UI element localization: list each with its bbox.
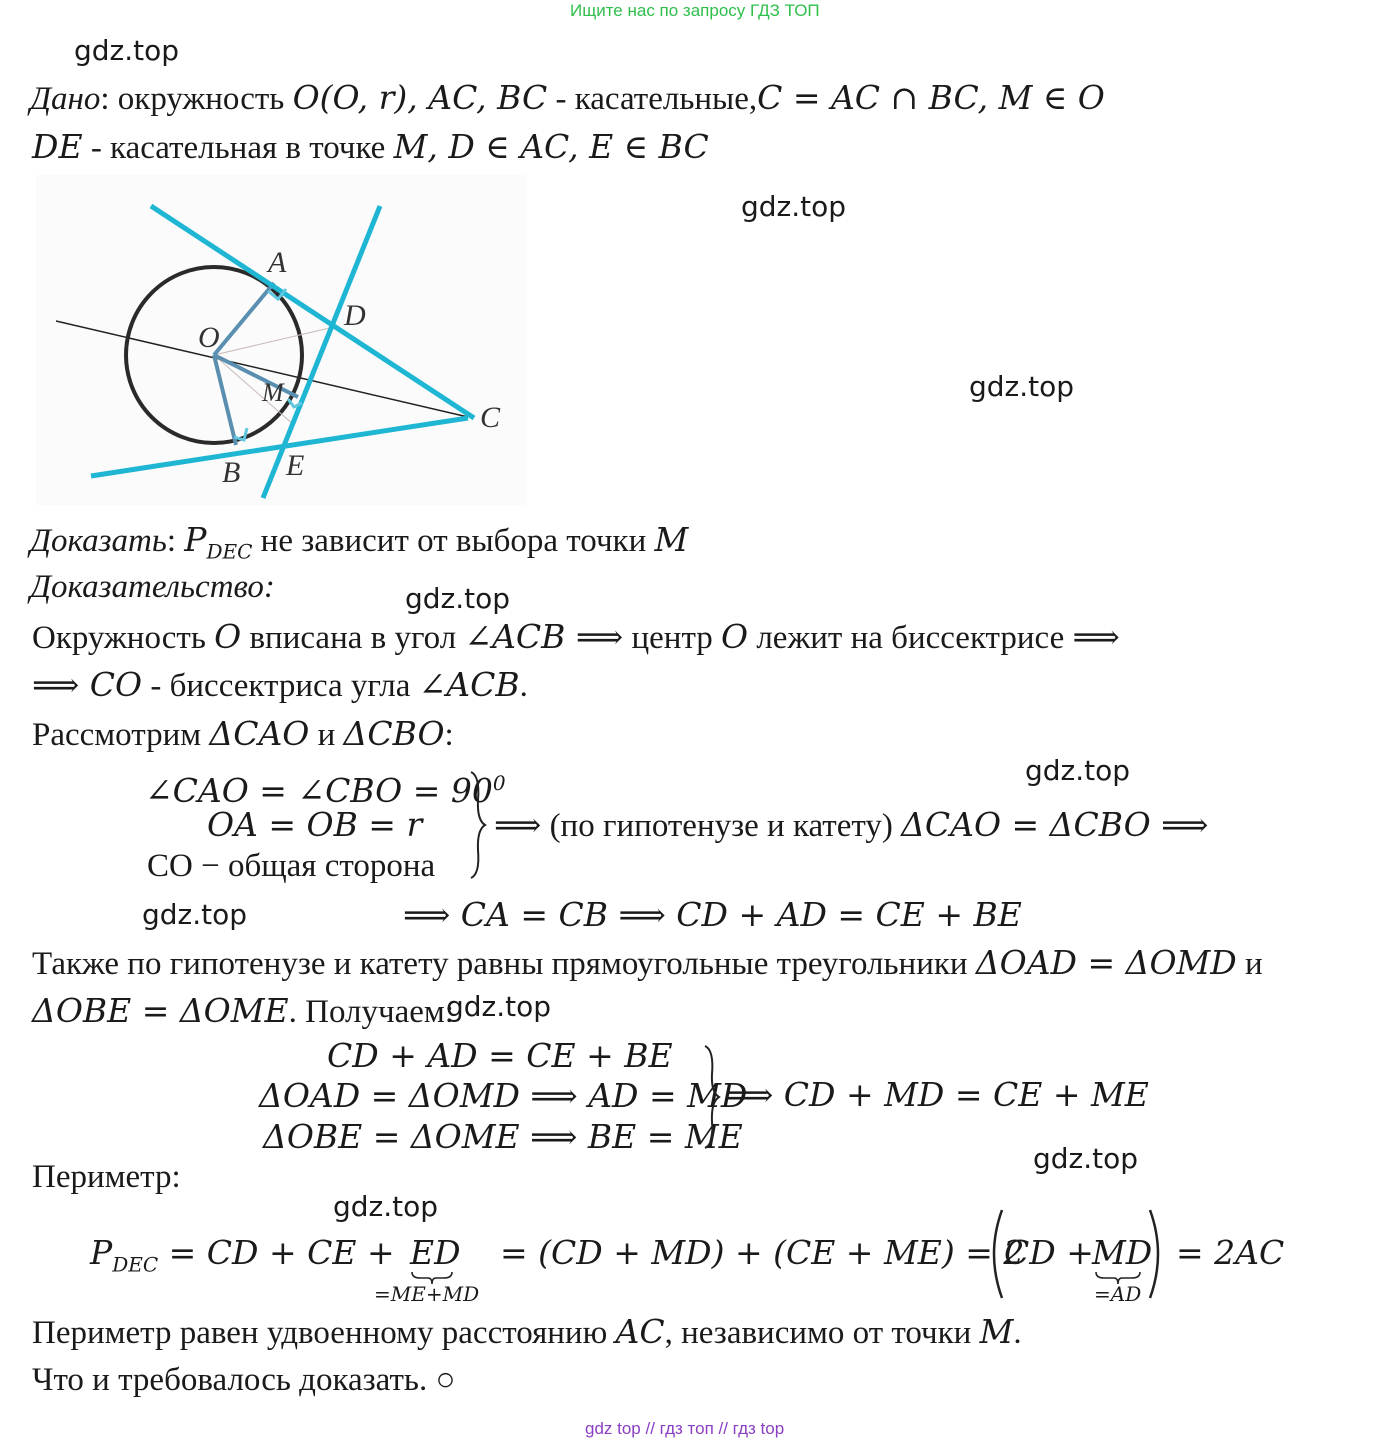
given-line-1: [30, 78, 1105, 119]
system2-result: ⟹ CD + MD = CE + ME: [726, 1075, 1149, 1114]
conclusion-line: [32, 1312, 1022, 1353]
radius-oa: [214, 283, 274, 355]
label-c: C: [480, 401, 501, 434]
proof-text: :: [444, 717, 454, 753]
proof-label: Доказательство:: [30, 569, 275, 605]
proof-text: (по гипотенузе и катету): [541, 808, 902, 844]
proof-math: ΔCAO: [209, 714, 310, 753]
right-angle-b: [234, 428, 247, 440]
system1-brace: [468, 770, 488, 880]
qed-line: Что и требовалось доказать. ○: [32, 1362, 456, 1398]
proof-text: .: [1013, 1315, 1022, 1351]
proof-line-5: [32, 991, 454, 1032]
proof-line-1: [32, 617, 1120, 658]
formula-sub: DEC: [112, 1252, 159, 1277]
given-label: Дано: [30, 81, 101, 117]
prove-sub: DEC: [206, 539, 253, 564]
proof-line-3: [32, 714, 454, 755]
tangent-ac: [151, 206, 474, 418]
label-d: D: [344, 299, 366, 332]
proof-math: ⟹ CO: [32, 665, 143, 704]
system1-row: OA = OB = r: [207, 805, 423, 844]
paren-left: [984, 1208, 1006, 1300]
watermark: gdz.top: [1025, 754, 1131, 787]
given-text: : окружность: [100, 81, 293, 117]
label-m: M: [262, 378, 284, 407]
formula-part: = (CD + MD) + (CE + ME) = 2: [500, 1233, 1025, 1272]
prove-label: Доказать: [30, 523, 167, 559]
watermark: gdz.top: [142, 898, 248, 931]
watermark: gdz.top: [333, 1190, 439, 1223]
proof-text: Периметр равен удвоенному расстоянию: [32, 1315, 616, 1351]
proof-math: AC: [615, 1312, 665, 1351]
proof-text: лежит на биссектрисе: [748, 620, 1073, 656]
proof-line-2: [32, 665, 528, 706]
watermark: gdz.top: [1033, 1142, 1139, 1175]
proof-math: ⟹: [1072, 617, 1120, 656]
formula-ed-under: =ME+MD: [374, 1282, 480, 1306]
proof-math: ΔCBO: [343, 714, 445, 753]
proof-math: ΔCAO = ΔCBO ⟹: [901, 805, 1209, 844]
system2-row: CD + AD = CE + BE: [327, 1036, 673, 1075]
proof-label-text: Доказательство: [30, 569, 264, 605]
proof-text: .: [519, 668, 528, 704]
given-math: C = AC ∩ BC, M ∈ O: [757, 78, 1105, 117]
formula-ed: ED: [410, 1233, 461, 1272]
proof-text: центр: [623, 620, 722, 656]
system1-eq: CO − общая сторона: [147, 848, 436, 884]
proof-math: O: [214, 617, 242, 656]
proof-text: и: [309, 717, 344, 753]
equality-line: ⟹ CA = CB ⟹ CD + AD = CE + BE: [403, 895, 1022, 934]
watermark: gdz.top: [405, 582, 511, 615]
proof-math: O: [721, 617, 749, 656]
footer-links[interactable]: gdz top // гдз топ // гдз top: [585, 1419, 785, 1438]
proof-text: - биссектриса угла: [142, 668, 419, 704]
watermark: gdz.top: [446, 990, 552, 1023]
system1-result: [494, 805, 1208, 846]
proof-math: ∠ACB: [418, 665, 520, 704]
watermark: gdz.top: [741, 190, 847, 223]
formula-part: CD +: [1004, 1233, 1094, 1272]
system1-row: [145, 763, 506, 811]
radius-om: [214, 355, 298, 397]
prove-math: P: [184, 520, 207, 559]
watermark: gdz.top: [969, 370, 1075, 403]
proof-math: ΔOAD = ΔOMD: [975, 943, 1237, 982]
proof-text: Рассмотрим: [32, 717, 210, 753]
label-a: A: [268, 246, 287, 279]
system2-row: ΔOBE = ΔOME ⟹ BE = ME: [263, 1117, 743, 1156]
prove-line: Доказать: $P_{DEC}$ не зависит от выбора точки M: [30, 520, 689, 564]
system1-row: [147, 846, 435, 886]
proof-text: Также по гипотенузе и катету равны прямоугольные треугольники: [32, 946, 976, 982]
degree-sup: 0: [492, 771, 506, 795]
given-text: - касательные,: [547, 81, 758, 117]
prove-math: M: [654, 520, 689, 559]
system2-brace: [702, 1044, 722, 1150]
radius-ob: [214, 355, 236, 445]
given-line-2: [32, 127, 709, 168]
formula-part: = CD + CE +: [158, 1233, 395, 1272]
proof-line-4: [32, 943, 1263, 984]
given-text: - касательная в точке: [82, 130, 394, 166]
label-o: O: [198, 321, 220, 354]
formula-md-under: =AD: [1094, 1282, 1142, 1306]
formula-part: = 2AC: [1176, 1233, 1285, 1272]
perimeter-label: Периметр:: [32, 1159, 181, 1195]
formula-p: P: [90, 1233, 113, 1272]
proof-text: Окружность: [32, 620, 215, 656]
proof-math: M: [979, 1312, 1014, 1351]
geometry-figure: [36, 175, 526, 505]
prove-text: не зависит от выбора точки: [252, 523, 655, 559]
watermark: gdz.top: [74, 34, 180, 67]
tangent-bc: [91, 418, 468, 476]
label-b: B: [222, 456, 241, 489]
label-e: E: [286, 449, 305, 482]
formula-md: MD: [1092, 1233, 1153, 1272]
proof-math: ⟹: [494, 805, 542, 844]
proof-text: . Получаем:: [288, 994, 454, 1030]
perimeter-formula: [90, 1233, 395, 1285]
given-math: O(O, r), AC, BC: [292, 78, 548, 117]
figure-svg: [36, 175, 526, 505]
system2-row: ΔOAD = ΔOMD ⟹ AD = MD: [259, 1076, 748, 1115]
proof-math: ∠ACB ⟹: [464, 617, 624, 656]
top-banner[interactable]: Ищите нас по запросу ГДЗ ТОП: [570, 1, 820, 20]
given-math: M, D ∈ AC, E ∈ BC: [393, 127, 709, 166]
system1-eq: ∠CAO = ∠CBO = 90: [145, 771, 493, 810]
proof-math: ΔOBE = ΔOME: [32, 991, 289, 1030]
proof-text: , независимо от точки: [664, 1315, 980, 1351]
given-math: DE: [32, 127, 83, 166]
proof-text: вписана в угол: [241, 620, 465, 656]
paren-right: [1146, 1208, 1168, 1300]
proof-text: и: [1236, 946, 1263, 982]
